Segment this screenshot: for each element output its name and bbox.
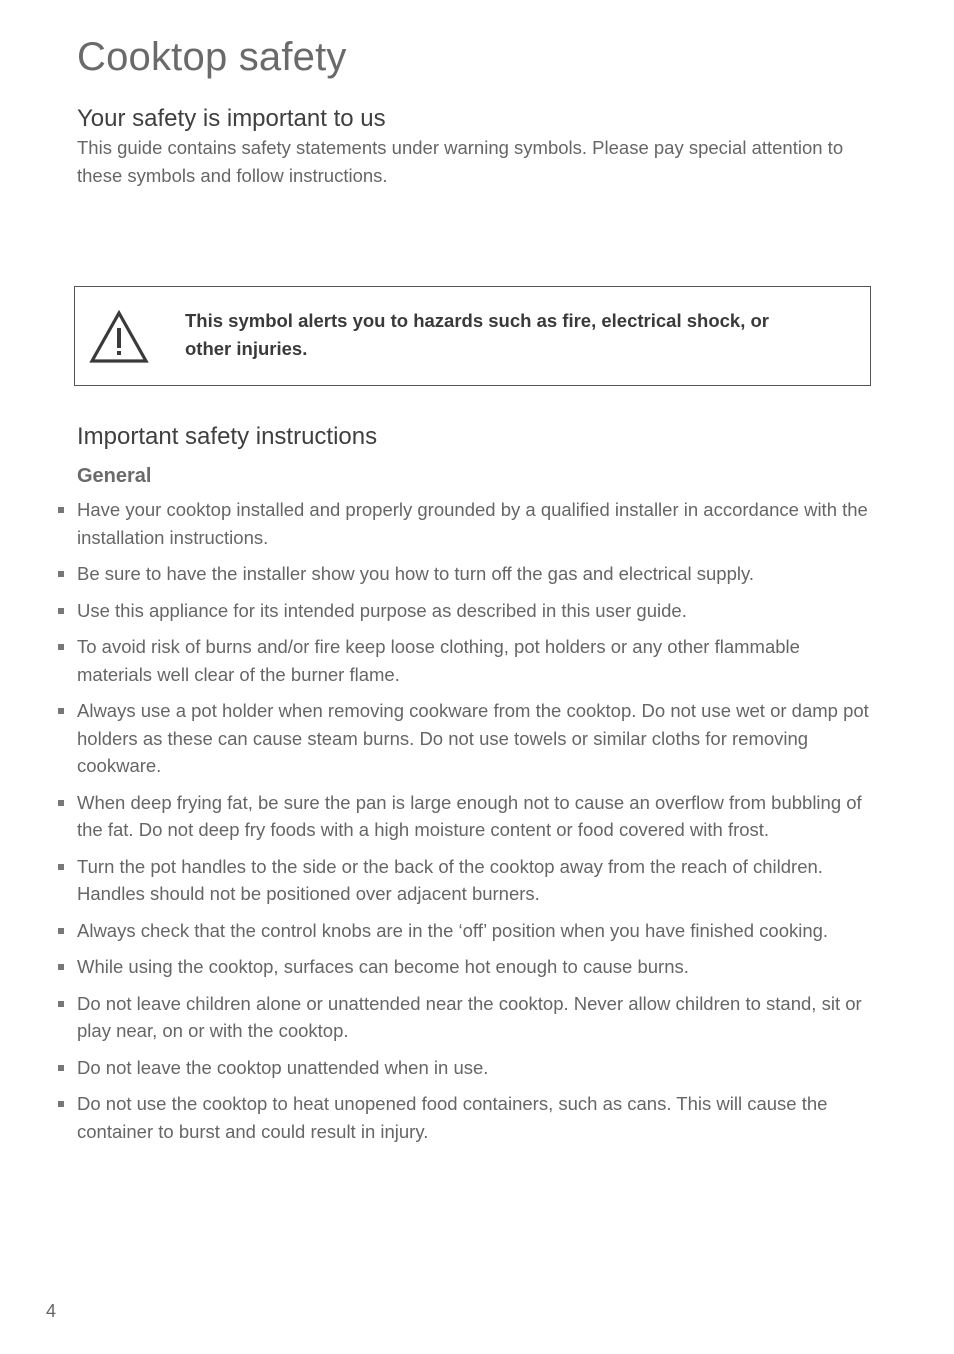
safety-instruction-list — [0, 496, 954, 1154]
page-title: Cooktop safety — [77, 35, 347, 79]
list-item-text: Be sure to have the installer show you how to turn off the gas and electrical supply. — [77, 563, 755, 584]
page-number: 4 — [46, 1301, 57, 1321]
list-item — [0, 853, 879, 908]
general-subheading: General — [77, 465, 152, 487]
list-item — [0, 697, 879, 780]
bullet-square-icon — [58, 928, 64, 934]
bullet-square-icon — [58, 800, 64, 806]
list-item — [0, 597, 879, 625]
list-item-text: Do not use the cooktop to heat unopened food containers, such as cans. This will cause the container to burst and could result in injury. — [77, 1093, 828, 1142]
list-item-text: Use this appliance for its intended purpose as described in this user guide. — [77, 599, 687, 621]
safety-instructions-heading: Important safety instructions — [77, 423, 378, 450]
list-item — [0, 990, 879, 1045]
list-item-text: Have your cooktop installed and properly grounded by a qualified installer in accordance with the installation instructions. — [77, 499, 868, 548]
list-item — [0, 496, 879, 551]
list-item — [0, 1090, 879, 1145]
list-item-text: Turn the pot handles to the side or the back of the cooktop away from the reach of children. Handles should not be positioned over adjacent burners. — [77, 855, 823, 904]
list-item-text: While using the cooktop, surfaces can become hot enough to cause burns. — [77, 956, 689, 977]
list-item — [0, 1054, 879, 1082]
list-item — [0, 953, 879, 981]
bullet-square-icon — [58, 1001, 64, 1007]
list-item — [0, 560, 879, 588]
list-item-text: Always use a pot holder when removing cookware from the cooktop. Do not use wet or damp pot holders as these can cause steam burns. Do not use towels or similar cloths for removing cookware. — [77, 700, 869, 776]
safety-intro-text: This guide contains safety statements under warning symbols. Please pay special attention to these symbols and follow instructions. — [77, 137, 844, 186]
warning-triangle-icon — [89, 309, 149, 365]
bullet-square-icon — [58, 1065, 64, 1071]
bullet-square-icon — [58, 608, 64, 614]
bullet-square-icon — [58, 644, 64, 650]
list-item-text: Do not leave the cooktop unattended when in use. — [77, 1056, 489, 1078]
list-item — [0, 789, 879, 844]
list-item-text: When deep frying fat, be sure the pan is large enough not to cause an overflow from bubbling of the fat. Do not deep fry foods with a high moisture content or food covered with frost. — [77, 791, 862, 840]
warning-callout-text: This symbol alerts you to hazards such as fire, electrical shock, or other injuries. — [185, 310, 769, 359]
list-item-text: Always check that the control knobs are in the ‘off’ position when you have finished cooking. — [77, 919, 829, 941]
list-item-text: To avoid risk of burns and/or fire keep loose clothing, pot holders or any other flammable materials well clear of the burner flame. — [77, 636, 800, 685]
safety-intro-heading: Your safety is important to us — [77, 105, 386, 132]
warning-callout-box — [74, 286, 871, 386]
list-item — [0, 633, 879, 688]
list-item — [0, 917, 879, 945]
bullet-square-icon — [58, 708, 64, 714]
bullet-square-icon — [58, 864, 64, 870]
bullet-square-icon — [58, 571, 64, 577]
bullet-square-icon — [58, 1101, 64, 1107]
bullet-square-icon — [58, 507, 64, 513]
bullet-square-icon — [58, 964, 64, 970]
list-item-text: Do not leave children alone or unattended near the cooktop. Never allow children to stand, sit or play near, on or with the cooktop. — [77, 992, 862, 1041]
